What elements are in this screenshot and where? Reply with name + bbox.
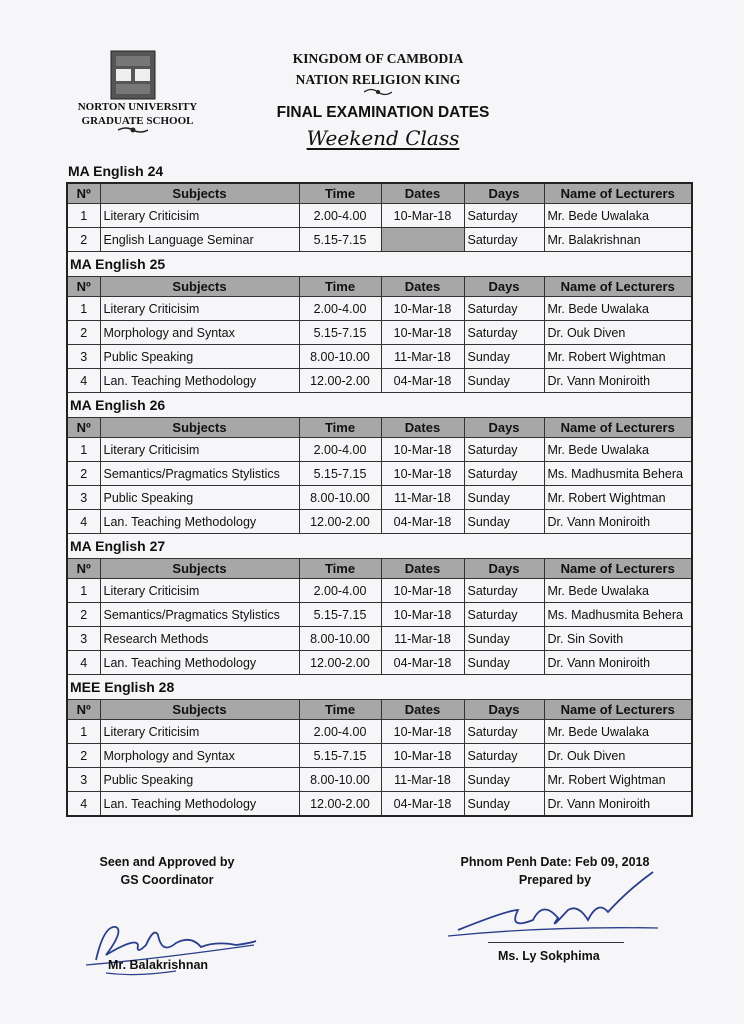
table-row — [67, 579, 692, 603]
cell-subject: Literary Criticisim — [100, 579, 299, 603]
section-title: MA English 26 — [67, 393, 692, 418]
university-line1: NORTON UNIVERSITY — [77, 101, 198, 113]
cell-date: 10-Mar-18 — [381, 579, 464, 603]
cell-no: 1 — [67, 720, 100, 744]
table-row — [67, 462, 692, 486]
section-title: MA English 24 — [68, 163, 164, 179]
cell-time: 5.15-7.15 — [299, 321, 381, 345]
column-header-no: Nº — [67, 277, 100, 297]
cell-lecturer: Dr. Vann Moniroith — [544, 651, 692, 675]
cell-no: 1 — [67, 297, 100, 321]
section-title-row — [67, 252, 692, 277]
cell-date: 10-Mar-18 — [381, 720, 464, 744]
table-row — [67, 204, 692, 228]
header-row — [67, 700, 692, 720]
header-row — [67, 183, 692, 204]
kingdom-heading — [230, 48, 526, 90]
cell-lecturer: Mr. Bede Uwalaka — [544, 438, 692, 462]
approval-block — [62, 853, 272, 889]
column-header-subject: Subjects — [100, 277, 299, 297]
column-header-day: Days — [464, 418, 544, 438]
cell-subject: Public Speaking — [100, 345, 299, 369]
cell-date: 04-Mar-18 — [381, 651, 464, 675]
section-title: MEE English 28 — [67, 675, 692, 700]
cell-no: 4 — [67, 792, 100, 817]
cell-time: 2.00-4.00 — [299, 720, 381, 744]
column-header-subject: Subjects — [100, 418, 299, 438]
cell-lecturer: Dr. Ouk Diven — [544, 744, 692, 768]
cell-time: 5.15-7.15 — [299, 462, 381, 486]
cell-day: Saturday — [464, 720, 544, 744]
cell-subject: Research Methods — [100, 627, 299, 651]
cell-date: 10-Mar-18 — [381, 603, 464, 627]
cell-day: Sunday — [464, 486, 544, 510]
column-header-lecturer: Name of Lecturers — [544, 700, 692, 720]
signature-line — [488, 942, 624, 943]
cell-lecturer: Mr. Robert Wightman — [544, 768, 692, 792]
table-row — [67, 744, 692, 768]
table-row — [67, 369, 692, 393]
schedule-table — [66, 182, 693, 817]
cell-day: Saturday — [464, 228, 544, 252]
column-header-lecturer: Name of Lecturers — [544, 277, 692, 297]
preparer-signature-icon — [448, 870, 668, 950]
column-header-day: Days — [464, 559, 544, 579]
column-header-time: Time — [299, 183, 381, 204]
cell-day: Saturday — [464, 744, 544, 768]
table-row — [67, 345, 692, 369]
table-row — [67, 720, 692, 744]
cell-subject: Semantics/Pragmatics Stylistics — [100, 462, 299, 486]
column-header-no: Nº — [67, 700, 100, 720]
cell-time: 2.00-4.00 — [299, 579, 381, 603]
cell-subject: Literary Criticisim — [100, 204, 299, 228]
column-header-lecturer: Name of Lecturers — [544, 418, 692, 438]
cell-date: 11-Mar-18 — [381, 627, 464, 651]
cell-no: 2 — [67, 603, 100, 627]
cell-time: 5.15-7.15 — [299, 744, 381, 768]
cell-lecturer: Mr. Bede Uwalaka — [544, 720, 692, 744]
approved-line2: GS Coordinator — [120, 873, 214, 887]
column-header-date: Dates — [381, 183, 464, 204]
cell-no: 2 — [67, 321, 100, 345]
kingdom-ornament-icon — [364, 87, 392, 97]
column-header-subject: Subjects — [100, 559, 299, 579]
cell-day: Saturday — [464, 462, 544, 486]
cell-day: Saturday — [464, 438, 544, 462]
subtitle-text: Weekend Class — [306, 126, 460, 150]
header-row — [67, 418, 692, 438]
university-name — [60, 100, 215, 128]
cell-lecturer: Mr. Bede Uwalaka — [544, 204, 692, 228]
header-row — [67, 277, 692, 297]
approver-signature-icon — [76, 915, 266, 985]
cell-lecturer: Mr. Robert Wightman — [544, 345, 692, 369]
column-header-subject: Subjects — [100, 700, 299, 720]
table-row — [67, 792, 692, 817]
cell-lecturer: Mr. Robert Wightman — [544, 486, 692, 510]
cell-time: 12.00-2.00 — [299, 369, 381, 393]
cell-date: 10-Mar-18 — [381, 744, 464, 768]
table-row — [67, 510, 692, 534]
cell-date: 10-Mar-18 — [381, 204, 464, 228]
kingdom-line2: NATION RELIGION KING — [295, 72, 461, 87]
university-line2: GRADUATE SCHOOL — [81, 115, 194, 127]
cell-subject: Morphology and Syntax — [100, 321, 299, 345]
ornament-icon — [118, 126, 148, 134]
column-header-day: Days — [464, 183, 544, 204]
cell-lecturer: Dr. Vann Moniroith — [544, 792, 692, 817]
cell-lecturer: Dr. Sin Sovith — [544, 627, 692, 651]
cell-subject: Public Speaking — [100, 486, 299, 510]
table-row — [67, 627, 692, 651]
prepared-by-label: Prepared by — [518, 873, 592, 887]
cell-day: Saturday — [464, 603, 544, 627]
column-header-lecturer: Name of Lecturers — [544, 183, 692, 204]
approved-line1: Seen and Approved by — [99, 855, 235, 869]
cell-no: 2 — [67, 462, 100, 486]
cell-day: Saturday — [464, 321, 544, 345]
cell-date: 10-Mar-18 — [381, 438, 464, 462]
cell-subject: Public Speaking — [100, 768, 299, 792]
cell-day: Sunday — [464, 651, 544, 675]
cell-day: Saturday — [464, 297, 544, 321]
column-header-no: Nº — [67, 183, 100, 204]
cell-time: 2.00-4.00 — [299, 438, 381, 462]
cell-subject: Literary Criticisim — [100, 438, 299, 462]
cell-date: 04-Mar-18 — [381, 792, 464, 817]
cell-time: 5.15-7.15 — [299, 228, 381, 252]
cell-lecturer: Ms. Madhusmita Behera — [544, 603, 692, 627]
page-title: FINAL EXAMINATION DATES — [276, 104, 490, 121]
cell-no: 4 — [67, 510, 100, 534]
cell-time: 12.00-2.00 — [299, 792, 381, 817]
cell-no: 3 — [67, 345, 100, 369]
column-header-date: Dates — [381, 559, 464, 579]
cell-lecturer: Dr. Vann Moniroith — [544, 510, 692, 534]
cell-no: 3 — [67, 486, 100, 510]
cell-no: 3 — [67, 768, 100, 792]
cell-subject: Lan. Teaching Methodology — [100, 369, 299, 393]
cell-day: Sunday — [464, 510, 544, 534]
cell-time: 5.15-7.15 — [299, 603, 381, 627]
date-line: Phnom Penh Date: Feb 09, 2018 — [460, 855, 650, 869]
page-subtitle — [230, 126, 536, 150]
cell-date: 04-Mar-18 — [381, 510, 464, 534]
cell-time: 2.00-4.00 — [299, 297, 381, 321]
cell-subject: Lan. Teaching Methodology — [100, 510, 299, 534]
cell-no: 2 — [67, 228, 100, 252]
cell-lecturer: Dr. Ouk Diven — [544, 321, 692, 345]
cell-date: 04-Mar-18 — [381, 369, 464, 393]
column-header-time: Time — [299, 559, 381, 579]
cell-lecturer: Mr. Balakrishnan — [544, 228, 692, 252]
column-header-lecturer: Name of Lecturers — [544, 559, 692, 579]
column-header-time: Time — [299, 418, 381, 438]
cell-lecturer: Dr. Vann Moniroith — [544, 369, 692, 393]
cell-no: 1 — [67, 204, 100, 228]
cell-subject: Literary Criticisim — [100, 720, 299, 744]
cell-date: 11-Mar-18 — [381, 486, 464, 510]
section-title: MA English 25 — [67, 252, 692, 277]
column-header-no: Nº — [67, 418, 100, 438]
cell-date: 10-Mar-18 — [381, 321, 464, 345]
cell-no: 2 — [67, 744, 100, 768]
section-title-row — [67, 675, 692, 700]
cell-no: 1 — [67, 438, 100, 462]
table-row — [67, 486, 692, 510]
cell-day: Sunday — [464, 792, 544, 817]
section-title-row — [67, 534, 692, 559]
cell-time: 12.00-2.00 — [299, 651, 381, 675]
preparer-name: Ms. Ly Sokphima — [498, 949, 600, 963]
cell-time: 8.00-10.00 — [299, 486, 381, 510]
cell-date: 10-Mar-18 — [381, 462, 464, 486]
cell-day: Saturday — [464, 204, 544, 228]
cell-subject: Literary Criticisim — [100, 297, 299, 321]
header-row — [67, 559, 692, 579]
cell-no: 3 — [67, 627, 100, 651]
table-row — [67, 438, 692, 462]
column-header-no: Nº — [67, 559, 100, 579]
cell-day: Sunday — [464, 768, 544, 792]
schedule-body — [67, 183, 692, 816]
cell-time: 12.00-2.00 — [299, 510, 381, 534]
column-header-time: Time — [299, 700, 381, 720]
cell-date: 11-Mar-18 — [381, 768, 464, 792]
column-header-date: Dates — [381, 700, 464, 720]
cell-lecturer: Ms. Madhusmita Behera — [544, 462, 692, 486]
cell-subject: Lan. Teaching Methodology — [100, 651, 299, 675]
table-row — [67, 603, 692, 627]
cell-day: Saturday — [464, 579, 544, 603]
cell-subject: Semantics/Pragmatics Stylistics — [100, 603, 299, 627]
cell-no: 4 — [67, 651, 100, 675]
table-row — [67, 651, 692, 675]
cell-date: 10-Mar-18 — [381, 297, 464, 321]
column-header-date: Dates — [381, 277, 464, 297]
cell-date: 11-Mar-18 — [381, 345, 464, 369]
column-header-subject: Subjects — [100, 183, 299, 204]
column-header-day: Days — [464, 277, 544, 297]
section-title-row — [67, 393, 692, 418]
table-row — [67, 228, 692, 252]
cell-subject: Morphology and Syntax — [100, 744, 299, 768]
column-header-time: Time — [299, 277, 381, 297]
cell-lecturer: Mr. Bede Uwalaka — [544, 579, 692, 603]
column-header-day: Days — [464, 700, 544, 720]
table-row — [67, 297, 692, 321]
cell-subject: English Language Seminar — [100, 228, 299, 252]
cell-day: Sunday — [464, 345, 544, 369]
cell-no: 4 — [67, 369, 100, 393]
cell-time: 2.00-4.00 — [299, 204, 381, 228]
cell-time: 8.00-10.00 — [299, 627, 381, 651]
approver-name: Mr. Balakrishnan — [108, 958, 209, 972]
cell-date — [381, 228, 464, 252]
cell-subject: Lan. Teaching Methodology — [100, 792, 299, 817]
column-header-date: Dates — [381, 418, 464, 438]
table-row — [67, 768, 692, 792]
table-row — [67, 321, 692, 345]
university-logo-icon — [110, 50, 156, 100]
cell-lecturer: Mr. Bede Uwalaka — [544, 297, 692, 321]
section-title: MA English 27 — [67, 534, 692, 559]
cell-no: 1 — [67, 579, 100, 603]
cell-time: 8.00-10.00 — [299, 345, 381, 369]
cell-time: 8.00-10.00 — [299, 768, 381, 792]
cell-day: Sunday — [464, 369, 544, 393]
kingdom-line1: KINGDOM OF CAMBODIA — [292, 51, 464, 66]
cell-day: Sunday — [464, 627, 544, 651]
